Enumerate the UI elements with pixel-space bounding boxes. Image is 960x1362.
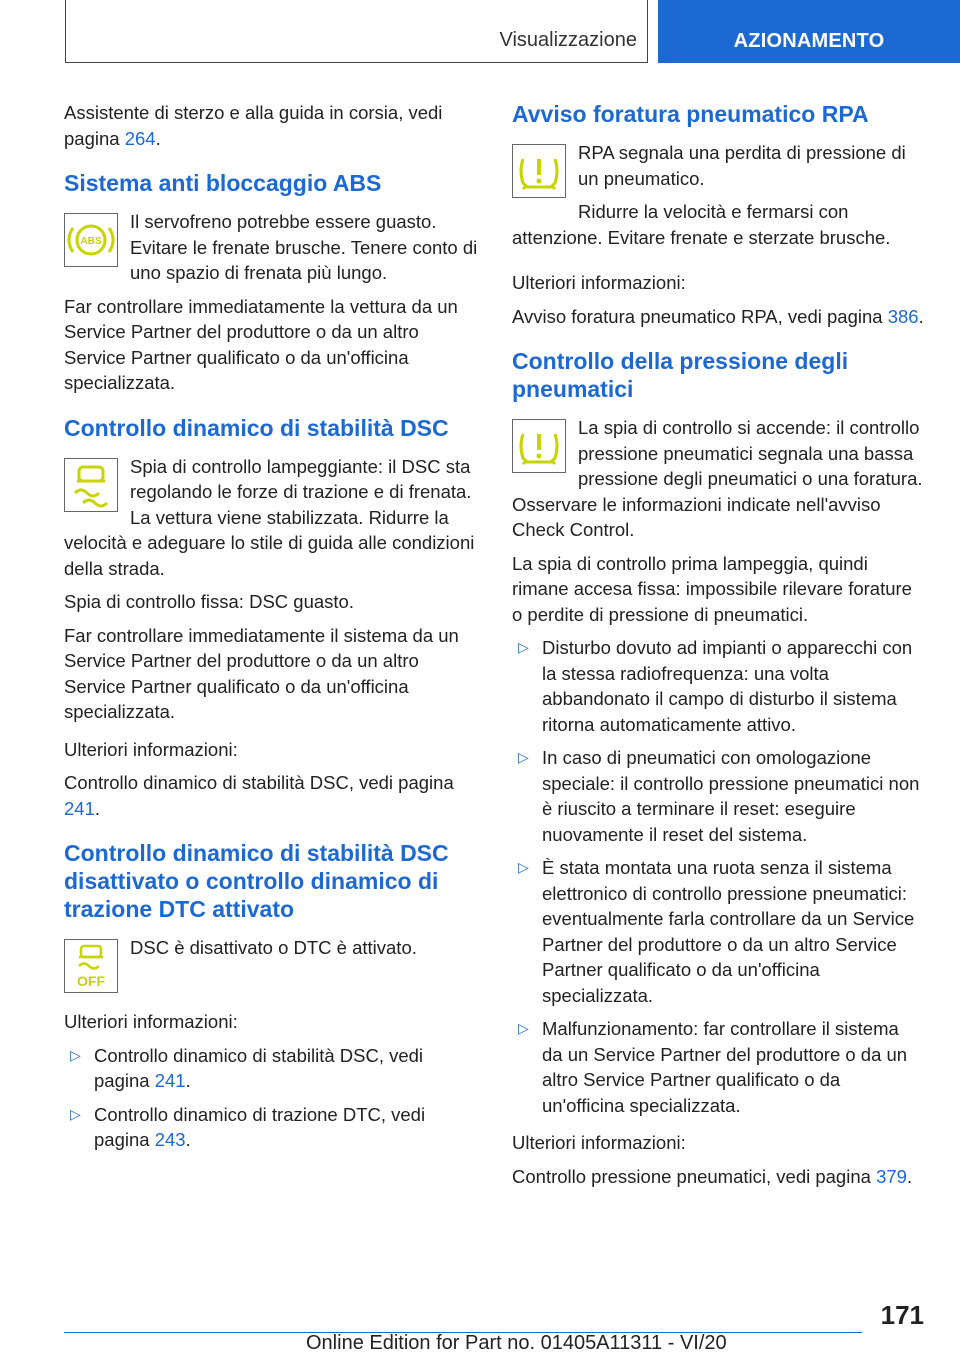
dsc-paragraph-1: Spia di controllo lampeggiante: il DSC sta regolando le forze di trazione e di frenata. La vettura viene stabilizzata. Ridurre la velocità e adeguare lo stile di guida alle condizioni della strada. bbox=[64, 455, 475, 579]
rpa-heading: Avviso foratura pneumatico RPA bbox=[512, 101, 869, 127]
tpm-reference: Controllo pressione pneumatici, vedi pagina 379. bbox=[512, 1165, 913, 1187]
list-item-text: Controllo dinamico di stabilità DSC, vedi pagina bbox=[94, 1044, 424, 1091]
dsc-off-more-label: Ulteriori informazioni: bbox=[64, 1011, 238, 1032]
rpa-paragraph-2: Ridurre la velocità e fermarsi con attenzione. Evitare frenate e sterzate brusche. bbox=[512, 201, 891, 248]
tpm-cause-list bbox=[512, 635, 924, 1118]
tpm-reference-text: Controllo pressione pneumatici, vedi pagina bbox=[512, 1165, 871, 1187]
dsc-off-reference-list bbox=[64, 1043, 480, 1153]
rpa-paragraph-1: RPA segnala una perdita di pressione di un pneumatico. bbox=[578, 142, 906, 189]
dsc-off-heading: Controllo dinamico di stabilità DSC disattivato o controllo dinamico di trazione DTC attivato bbox=[64, 840, 449, 922]
page-link-241[interactable]: 241 bbox=[154, 1070, 186, 1091]
svg-text:ABS: ABS bbox=[80, 236, 102, 247]
left-column bbox=[64, 100, 480, 1161]
rpa-reference-text: Avviso foratura pneumatico RPA, vedi pagina bbox=[512, 305, 883, 327]
triangle-bullet-icon: ▷ bbox=[518, 749, 529, 765]
list-item-text: È stata montata una ruota senza il sistema elettronico di controllo pressione pneumatici: eventualmente farla controllare da un Service Partner del produttore o da un altro Service Partner qualificato o da un'officina specializzata. bbox=[542, 857, 915, 1006]
dsc-off-paragraph: DSC è disattivato o DTC è attivato. bbox=[130, 937, 417, 958]
list-item bbox=[512, 745, 924, 847]
tpm-paragraph-1: La spia di controllo si accende: il controllo pressione pneumatici segnala una bassa pressione degli pneumatici o una foratura. Osservare le informazioni indicate nell'avviso Check Control. bbox=[512, 417, 923, 540]
page-link-379[interactable]: 379 bbox=[876, 1165, 907, 1187]
dsc-more-label: Ulteriori informazioni: bbox=[64, 738, 238, 760]
dsc-off-icon-label: OFF bbox=[77, 973, 105, 989]
dsc-paragraph-2: Spia di controllo fissa: DSC guasto. bbox=[64, 591, 354, 612]
triangle-bullet-icon: ▷ bbox=[70, 1105, 81, 1122]
dsc-paragraph-3: Far controllare immediatamente il sistema da un Service Partner del produttore o da un altro Service Partner qualificato o da un'officina specializzata. bbox=[64, 624, 459, 722]
header-chapter-tab bbox=[658, 0, 960, 63]
tire-pressure-warning-icon bbox=[512, 144, 566, 198]
abs-paragraph-2: Far controllare immediatamente la vettura da un Service Partner del produttore o da un altro Service Partner qualificato o da un'officina specializzata. bbox=[64, 295, 458, 393]
right-column bbox=[512, 100, 924, 1197]
header-section-box bbox=[65, 0, 648, 63]
page-link-264[interactable]: 264 bbox=[124, 127, 156, 149]
dsc-warning-icon bbox=[64, 458, 118, 512]
intro-paragraph: Assistente di sterzo e alla guida in corsia, vedi pagina 264. bbox=[64, 102, 443, 149]
list-item: ▷ Controllo dinamico di trazione DTC, vedi pagina 243. bbox=[70, 1103, 426, 1150]
page-link-241[interactable]: 241 bbox=[64, 797, 95, 819]
rpa-more-label: Ulteriori informazioni: bbox=[512, 272, 686, 293]
abs-paragraph-1: Il servofreno potrebbe essere guasto. Evitare le frenate brusche. Tenere conto di uno spazio di frenata più lungo. bbox=[130, 211, 478, 283]
list-item bbox=[512, 1016, 924, 1118]
list-item: ▷ Controllo dinamico di stabilità DSC, vedi pagina 241. bbox=[70, 1044, 424, 1091]
intro-text: Assistente di sterzo e alla guida in corsia, vedi pagina bbox=[64, 102, 443, 149]
rpa-reference: Avviso foratura pneumatico RPA, vedi pagina 386. bbox=[512, 305, 924, 327]
tpm-more-label: Ulteriori informazioni: bbox=[512, 1132, 686, 1153]
list-item-text: In caso di pneumatici con omologazione speciale: il controllo pressione pneumatici non è riuscito a terminare il reset: eseguire nuovamente il reset del sistema. bbox=[542, 747, 920, 845]
list-item bbox=[512, 635, 924, 737]
dsc-reference: Controllo dinamico di stabilità DSC, vedi pagina 241. bbox=[64, 772, 454, 819]
header-chapter-title: AZIONAMENTO bbox=[733, 30, 885, 52]
triangle-bullet-icon: ▷ bbox=[518, 859, 529, 875]
tire-pressure-warning-icon bbox=[512, 419, 566, 473]
dsc-off-icon bbox=[64, 939, 118, 993]
triangle-bullet-icon: ▷ bbox=[518, 639, 529, 655]
tpm-paragraph-2: La spia di controllo prima lampeggia, quindi rimane accesa fissa: impossibile rilevare forature o perdite di pressione di pneumatici. bbox=[512, 552, 912, 625]
abs-heading: Sistema anti bloccaggio ABS bbox=[64, 170, 382, 196]
triangle-bullet-icon: ▷ bbox=[70, 1046, 81, 1063]
list-item-text: Controllo dinamico di trazione DTC, vedi pagina bbox=[94, 1103, 426, 1150]
page-number: 171 bbox=[880, 1300, 924, 1330]
list-item-text: Disturbo dovuto ad impianti o apparecchi con la stessa radiofrequenza: una volta abbandonato il campo di disturbo il sistema ritorna automaticamente attivo. bbox=[542, 637, 913, 735]
abs-warning-icon bbox=[64, 213, 118, 267]
list-item bbox=[512, 855, 924, 1008]
dsc-reference-text: Controllo dinamico di stabilità DSC, vedi pagina bbox=[64, 772, 454, 793]
footer-edition: Online Edition for Part no. 01405A11311 - VI/20 bbox=[306, 1332, 727, 1354]
header-section-title: Visualizzazione bbox=[499, 29, 637, 51]
page-link-386[interactable]: 386 bbox=[887, 305, 919, 327]
tpm-heading: Controllo della pressione degli pneumatici bbox=[512, 348, 849, 402]
page-link-243[interactable]: 243 bbox=[154, 1129, 186, 1150]
list-item-text: Malfunzionamento: far controllare il sistema da un Service Partner del produttore o da un altro Service Partner qualificato o da un'officina specializzata. bbox=[542, 1018, 908, 1116]
triangle-bullet-icon: ▷ bbox=[518, 1020, 529, 1036]
dsc-heading: Controllo dinamico di stabilità DSC bbox=[64, 414, 449, 441]
